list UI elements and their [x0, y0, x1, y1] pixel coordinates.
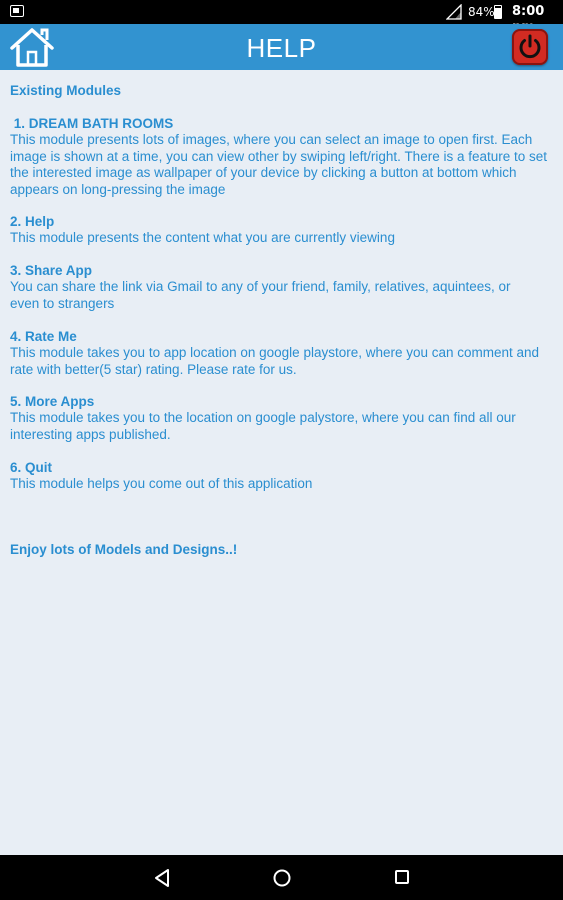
- module-description: This module presents the content what you are currently viewing: [10, 230, 395, 246]
- module-description: This module takes you to app location on google playstore, where you can comment and rate with better(5 star) rating. Please rate for us.: [10, 345, 540, 377]
- home-circle-icon[interactable]: [272, 868, 292, 888]
- power-button[interactable]: [512, 29, 548, 65]
- module-heading: 6. Quit: [10, 460, 53, 475]
- battery-percent: 84%: [468, 5, 495, 19]
- module-description: This module helps you come out of this application: [10, 476, 313, 492]
- module-help: [10, 214, 553, 247]
- app-bar: [0, 24, 563, 70]
- power-icon: [512, 29, 548, 65]
- module-heading: 2. Help: [10, 214, 55, 229]
- module-more-apps: [10, 394, 553, 443]
- recent-apps-icon[interactable]: [394, 869, 410, 885]
- clock-time: 8:00: [512, 4, 545, 19]
- page-title: HELP: [246, 33, 317, 63]
- module-heading: 1. DREAM BATH ROOMS: [10, 116, 174, 131]
- intro-heading: Existing Modules: [10, 83, 122, 98]
- module-heading: 3. Share App: [10, 263, 93, 278]
- module-heading: 5. More Apps: [10, 394, 95, 409]
- image-notification-icon: [10, 5, 24, 17]
- help-content: [10, 70, 553, 855]
- battery-icon: [494, 5, 502, 19]
- status-bar: [0, 0, 563, 24]
- module-description: This module presents lots of images, where you can select an image to open first. Each image is shown at a time, you can view other by swiping left/right. There is a feature to set the interested image as wallpaper of your device by clicking a button at bottom which appears on long-pressing the image: [10, 132, 548, 197]
- back-triangle-icon[interactable]: [153, 868, 171, 888]
- signal-icon: [446, 4, 462, 20]
- module-description: You can share the link via Gmail to any of your friend, family, relatives, aquintees, or even to strangers: [10, 279, 511, 311]
- module-share-app: [10, 263, 553, 312]
- footer-message: Enjoy lots of Models and Designs..!: [10, 542, 238, 557]
- module-rate-me: [10, 329, 553, 378]
- module-dream-bath-rooms: [10, 116, 553, 198]
- module-description: This module takes you to the location on google palystore, where you can find all our interesting apps published.: [10, 410, 516, 442]
- navigation-bar: [0, 855, 563, 900]
- module-heading: 4. Rate Me: [10, 329, 77, 344]
- module-quit: [10, 460, 553, 493]
- home-icon[interactable]: [8, 26, 56, 68]
